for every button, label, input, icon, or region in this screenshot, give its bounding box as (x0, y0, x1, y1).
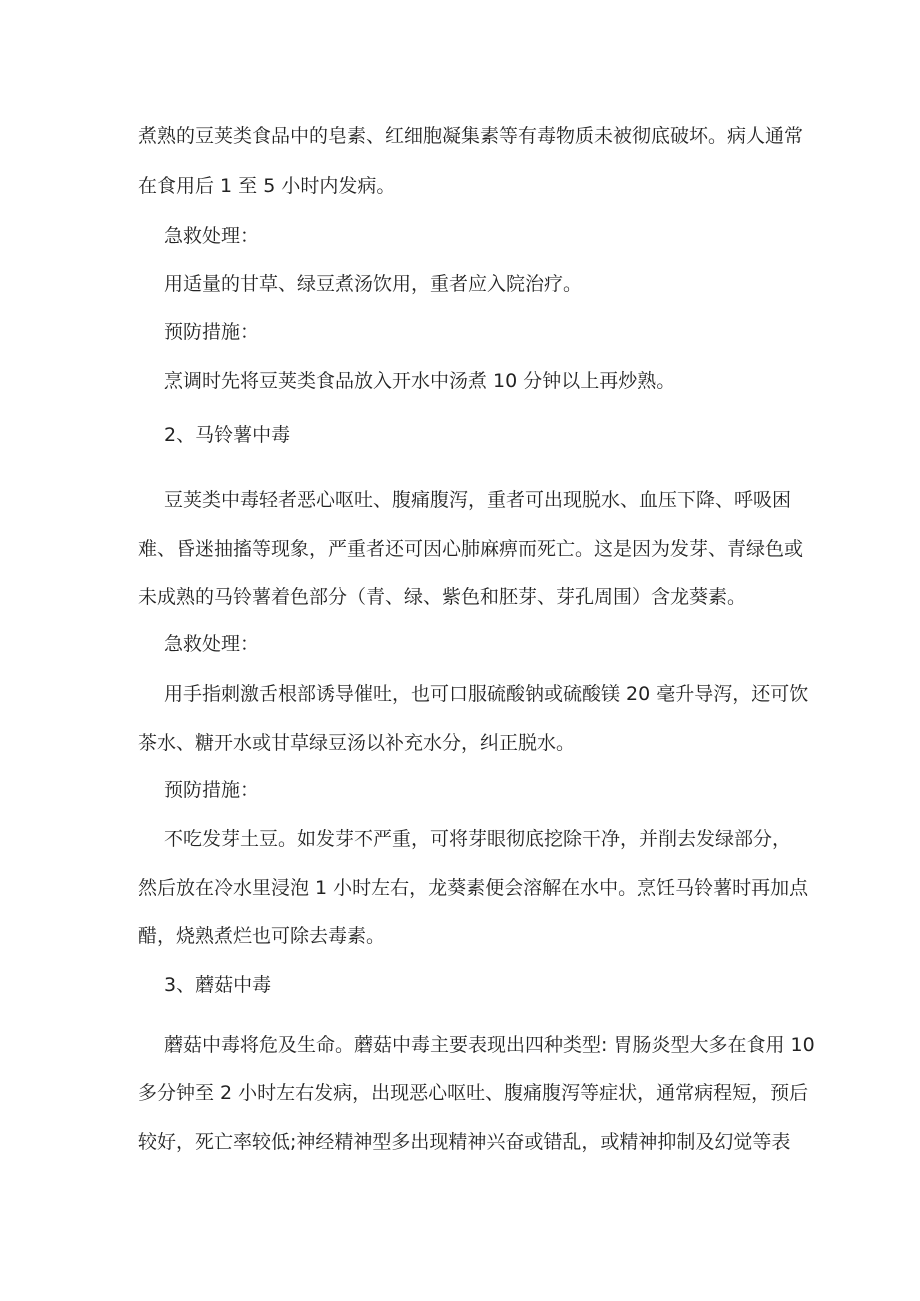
paragraph-line: 未成熟的马铃薯着色部分（青、绿、紫色和胚芽、芽孔周围）含龙葵素。 (138, 586, 747, 608)
section-label-first-aid: 急救处理： (164, 633, 260, 655)
section-heading-mushroom-poisoning: 3、蘑菇中毒 (164, 974, 272, 996)
paragraph-line: 茶水、糖开水或甘草绿豆汤以补充水分，纠正脱水。 (138, 732, 576, 754)
paragraph-line: 多分钟至 2 小时左右发病，出现恶心呕吐、腹痛腹泻等症状，通常病程短，预后 (138, 1082, 809, 1104)
paragraph-line: 豆荚类中毒轻者恶心呕吐、腹痛腹泻，重者可出现脱水、血压下降、呼吸困 (164, 489, 792, 511)
paragraph-line: 在食用后 1 至 5 小时内发病。 (138, 175, 396, 197)
paragraph-line: 难、昏迷抽搐等现象，严重者还可因心肺麻痹而死亡。这是因为发芽、青绿色或 (138, 538, 804, 560)
paragraph-line: 烹调时先将豆荚类食品放入开水中汤煮 10 分钟以上再炒熟。 (164, 370, 676, 392)
section-heading-potato-poisoning: 2、马铃薯中毒 (164, 424, 291, 446)
section-label-first-aid: 急救处理： (164, 225, 260, 247)
section-label-prevention: 预防措施： (164, 321, 260, 343)
paragraph-line: 然后放在冷水里浸泡 1 小时左右，龙葵素便会溶解在水中。烹饪马铃薯时再加点 (138, 877, 809, 899)
paragraph-line: 不吃发芽土豆。如发芽不严重，可将芽眼彻底挖除干净，并削去发绿部分， (164, 828, 792, 850)
paragraph-line: 用适量的甘草、绿豆煮汤饮用，重者应入院治疗。 (164, 273, 583, 295)
paragraph-line: 用手指刺激舌根部诱导催吐，也可口服硫酸钠或硫酸镁 20 毫升导泻，还可饮 (164, 683, 809, 705)
paragraph-line: 醋，烧熟煮烂也可除去毒素。 (138, 925, 386, 947)
paragraph-line: 蘑菇中毒将危及生命。蘑菇中毒主要表现出四种类型: 胃肠炎型大多在食用 10 (164, 1034, 815, 1056)
paragraph-line: 较好，死亡率较低;神经精神型多出现精神兴奋或错乱，或精神抑制及幻觉等表 (138, 1131, 791, 1153)
paragraph-line: 煮熟的豆荚类食品中的皂素、红细胞凝集素等有毒物质未被彻底破坏。病人通常 (138, 125, 804, 147)
section-label-prevention: 预防措施： (164, 779, 260, 801)
